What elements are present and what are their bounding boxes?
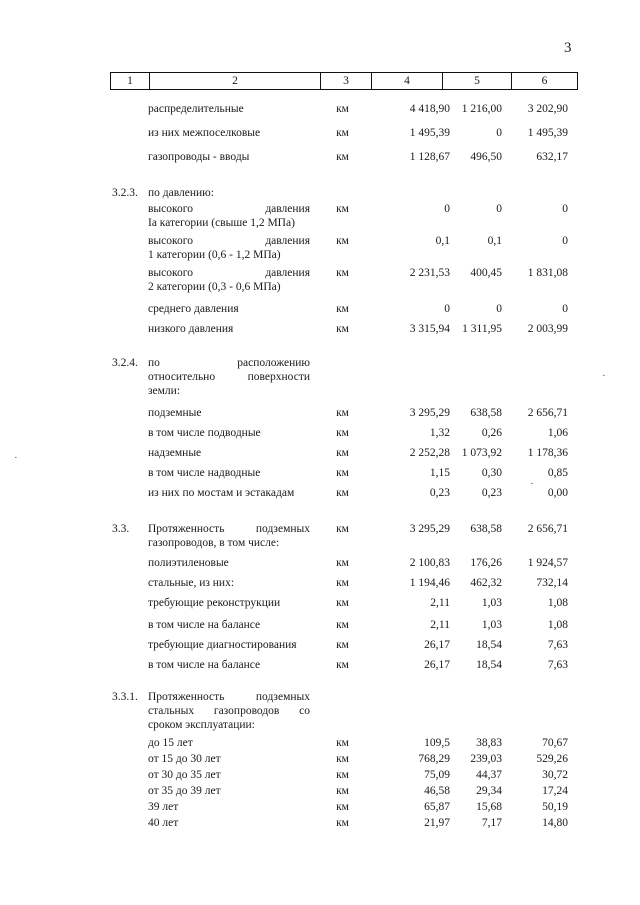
row-col-4: 2 252,28 xyxy=(409,447,450,459)
row-label-line: требующие реконструкции xyxy=(148,597,281,609)
row-col-4: 0,23 xyxy=(429,487,450,499)
row-col-5: 0,23 xyxy=(481,487,502,499)
row-label-line: в том числе на балансе xyxy=(148,659,261,671)
row-col-5: 400,45 xyxy=(470,267,502,279)
row-col-5: 18,54 xyxy=(476,639,502,651)
row-col-6: 30,72 xyxy=(542,769,568,781)
row-unit: км xyxy=(336,523,349,535)
row-col-4: 109,5 xyxy=(424,737,450,749)
row-col-4: 4 418,90 xyxy=(409,103,450,115)
row-col-6: 17,24 xyxy=(542,785,568,797)
row-col-5: 496,50 xyxy=(470,151,502,163)
row-col-4: 65,87 xyxy=(424,801,450,813)
row-label-line: среднего давления xyxy=(148,303,239,315)
row-col-5: 18,54 xyxy=(476,659,502,671)
row-col-6: 70,67 xyxy=(542,737,568,749)
row-unit: км xyxy=(336,203,349,215)
header-col-5: 5 xyxy=(443,73,512,89)
row-unit: км xyxy=(336,769,349,781)
row-col-4: 3 295,29 xyxy=(409,523,450,535)
row-label-line: от 30 до 35 лет xyxy=(148,769,221,781)
row-col-6: 1,08 xyxy=(547,597,568,609)
row-label xyxy=(148,446,310,460)
row-label xyxy=(148,556,310,570)
scan-speck: · xyxy=(602,370,606,382)
row-col-6: 0 xyxy=(562,303,568,315)
row-label-line: требующие диагностирования xyxy=(148,639,297,651)
row-label xyxy=(148,486,310,500)
row-label-line: 39 лет xyxy=(148,801,179,813)
row-col-6: 1 831,08 xyxy=(527,267,568,279)
row-col-5: 1 073,92 xyxy=(461,447,502,459)
row-col-6: 50,19 xyxy=(542,801,568,813)
header-col-6: 6 xyxy=(541,75,548,87)
row-col-4: 2 100,83 xyxy=(409,557,450,569)
row-unit: км xyxy=(336,639,349,651)
row-label xyxy=(148,752,310,766)
row-unit: км xyxy=(336,407,349,419)
row-col-6: 0,00 xyxy=(547,487,568,499)
row-label-line: по расположению xyxy=(148,357,310,369)
row-unit: км xyxy=(336,151,349,163)
row-col-6: 7,63 xyxy=(547,659,568,671)
row-col-6: 632,17 xyxy=(536,151,568,163)
row-label xyxy=(148,406,310,420)
row-label xyxy=(148,234,310,262)
row-label xyxy=(148,768,310,782)
scan-speck: · xyxy=(530,478,534,490)
row-label xyxy=(148,150,310,164)
row-label xyxy=(148,618,310,632)
row-label-line: 1 категории (0,6 - 1,2 МПа) xyxy=(148,249,281,261)
header-col-1: 1 xyxy=(111,73,150,89)
row-label xyxy=(148,186,310,200)
row-unit: км xyxy=(336,447,349,459)
row-col-4: 46,58 xyxy=(424,785,450,797)
row-col-5: 462,32 xyxy=(470,577,502,589)
row-label-line: Протяженность подземных xyxy=(148,523,310,535)
row-col-5: 0 xyxy=(496,127,502,139)
row-label-line: распределительные xyxy=(148,103,244,115)
row-label xyxy=(148,356,310,398)
row-col-5: 15,68 xyxy=(476,801,502,813)
row-unit: км xyxy=(336,467,349,479)
row-col-5: 0,26 xyxy=(481,427,502,439)
row-col-6: 1 495,39 xyxy=(527,127,568,139)
row-label xyxy=(148,658,310,672)
row-label xyxy=(148,126,310,140)
row-col-5: 1 311,95 xyxy=(462,323,502,335)
row-label-line: от 15 до 30 лет xyxy=(148,753,221,765)
row-unit: км xyxy=(336,267,349,279)
row-label-line: Iа категории (свыше 1,2 МПа) xyxy=(148,217,295,229)
scan-speck: · xyxy=(14,452,18,464)
row-col-6: 1 924,57 xyxy=(527,557,568,569)
row-label-line: низкого давления xyxy=(148,323,234,335)
row-unit: км xyxy=(336,127,349,139)
row-label xyxy=(148,426,310,440)
row-label-line: в том числе подводные xyxy=(148,427,261,439)
row-col-6: 0,85 xyxy=(547,467,568,479)
row-label-line: газопроводов, в том числе: xyxy=(148,537,280,549)
row-col-4: 0 xyxy=(444,303,450,315)
row-label-line: Протяженность подземных xyxy=(148,691,310,703)
row-col-5: 1 216,00 xyxy=(461,103,502,115)
row-label xyxy=(148,302,310,316)
row-col-4: 1,15 xyxy=(429,467,450,479)
row-label xyxy=(148,102,310,116)
row-label-line: надземные xyxy=(148,447,202,459)
row-col-6: 3 202,90 xyxy=(527,103,568,115)
row-label xyxy=(148,266,310,294)
row-label xyxy=(148,736,310,750)
row-col-4: 2,11 xyxy=(430,597,450,609)
row-col-6: 732,14 xyxy=(536,577,568,589)
row-col-4: 0,1 xyxy=(435,235,450,247)
row-label-line: сроком эксплуатации: xyxy=(148,719,255,731)
row-col-6: 0 xyxy=(562,203,568,215)
row-col-4: 1 128,67 xyxy=(409,151,450,163)
row-label xyxy=(148,800,310,814)
row-label-line: относительно поверхности xyxy=(148,371,310,383)
row-number: 3.2.3. xyxy=(112,187,138,199)
row-col-5: 0 xyxy=(496,303,502,315)
row-unit: км xyxy=(336,619,349,631)
row-label xyxy=(148,202,310,230)
row-col-5: 638,58 xyxy=(470,407,502,419)
row-col-5: 29,34 xyxy=(476,785,502,797)
row-unit: км xyxy=(336,785,349,797)
row-col-5: 1,03 xyxy=(481,597,502,609)
row-unit: км xyxy=(336,801,349,813)
table-header xyxy=(110,72,578,90)
row-col-4: 26,17 xyxy=(424,639,450,651)
row-col-5: 239,03 xyxy=(470,753,502,765)
row-unit: км xyxy=(336,737,349,749)
row-col-4: 1,32 xyxy=(429,427,450,439)
row-label-line: 40 лет xyxy=(148,817,179,829)
row-label-line: высокого давления xyxy=(148,267,310,279)
row-label-line: в том числе надводные xyxy=(148,467,261,479)
row-label xyxy=(148,596,310,610)
row-col-5: 0 xyxy=(496,203,502,215)
row-label-line: высокого давления xyxy=(148,203,310,215)
row-col-6: 14,80 xyxy=(542,817,568,829)
row-number: 3.2.4. xyxy=(112,357,138,369)
row-col-5: 1,03 xyxy=(481,619,502,631)
row-col-5: 44,37 xyxy=(476,769,502,781)
row-col-6: 2 656,71 xyxy=(527,523,568,535)
row-unit: км xyxy=(336,557,349,569)
row-label-line: по давлению: xyxy=(148,187,214,199)
row-col-6: 529,26 xyxy=(536,753,568,765)
row-unit: км xyxy=(336,753,349,765)
row-col-5: 0,1 xyxy=(487,235,502,247)
row-col-4: 2,11 xyxy=(430,619,450,631)
row-col-6: 2 003,99 xyxy=(527,323,568,335)
row-col-5: 38,83 xyxy=(476,737,502,749)
row-col-5: 176,26 xyxy=(470,557,502,569)
row-unit: км xyxy=(336,235,349,247)
row-label-line: в том числе на балансе xyxy=(148,619,261,631)
row-col-4: 768,29 xyxy=(418,753,450,765)
row-col-6: 1 178,36 xyxy=(527,447,568,459)
header-col-2: 2 xyxy=(150,73,321,89)
row-unit: км xyxy=(336,303,349,315)
row-label xyxy=(148,466,310,480)
row-col-6: 0 xyxy=(562,235,568,247)
row-col-6: 7,63 xyxy=(547,639,568,651)
row-col-4: 1 495,39 xyxy=(409,127,450,139)
row-col-4: 3 295,29 xyxy=(409,407,450,419)
row-label xyxy=(148,322,310,336)
row-label-line: из них межпоселковые xyxy=(148,127,261,139)
row-col-4: 75,09 xyxy=(424,769,450,781)
row-label-line: высокого давления xyxy=(148,235,310,247)
row-label xyxy=(148,576,310,590)
row-col-5: 638,58 xyxy=(470,523,502,535)
row-label-line: из них по мостам и эстакадам xyxy=(148,487,295,499)
row-unit: км xyxy=(336,659,349,671)
row-unit: км xyxy=(336,487,349,499)
row-label-line: от 35 до 39 лет xyxy=(148,785,221,797)
row-label xyxy=(148,690,310,732)
row-number: 3.3. xyxy=(112,523,130,535)
row-label-line: земли: xyxy=(148,385,181,397)
row-unit: км xyxy=(336,103,349,115)
row-col-4: 21,97 xyxy=(424,817,450,829)
row-col-4: 26,17 xyxy=(424,659,450,671)
row-label-line: 2 категории (0,3 - 0,6 МПа) xyxy=(148,281,281,293)
row-label-line: стальных газопроводов со xyxy=(148,705,310,717)
row-col-4: 1 194,46 xyxy=(409,577,450,589)
page-number: 3 xyxy=(564,40,572,56)
row-label-line: газопроводы - вводы xyxy=(148,151,250,163)
row-col-6: 2 656,71 xyxy=(527,407,568,419)
row-col-4: 3 315,94 xyxy=(409,323,450,335)
row-label-line: до 15 лет xyxy=(148,737,193,749)
row-unit: км xyxy=(336,577,349,589)
row-number: 3.3.1. xyxy=(112,691,138,703)
header-col-3: 3 xyxy=(321,73,372,89)
row-label xyxy=(148,522,310,550)
row-label xyxy=(148,816,310,830)
row-unit: км xyxy=(336,597,349,609)
row-label-line: подземные xyxy=(148,407,202,419)
row-col-6: 1,06 xyxy=(547,427,568,439)
row-col-4: 0 xyxy=(444,203,450,215)
row-col-4: 2 231,53 xyxy=(409,267,450,279)
row-label xyxy=(148,784,310,798)
row-col-5: 7,17 xyxy=(481,817,502,829)
row-col-6: 1,08 xyxy=(547,619,568,631)
header-col-4: 4 xyxy=(372,73,443,89)
row-unit: км xyxy=(336,817,349,829)
row-unit: км xyxy=(336,323,349,335)
row-label xyxy=(148,638,310,652)
row-col-5: 0,30 xyxy=(481,467,502,479)
row-unit: км xyxy=(336,427,349,439)
row-label-line: полиэтиленовые xyxy=(148,557,229,569)
row-label-line: стальные, из них: xyxy=(148,577,235,589)
